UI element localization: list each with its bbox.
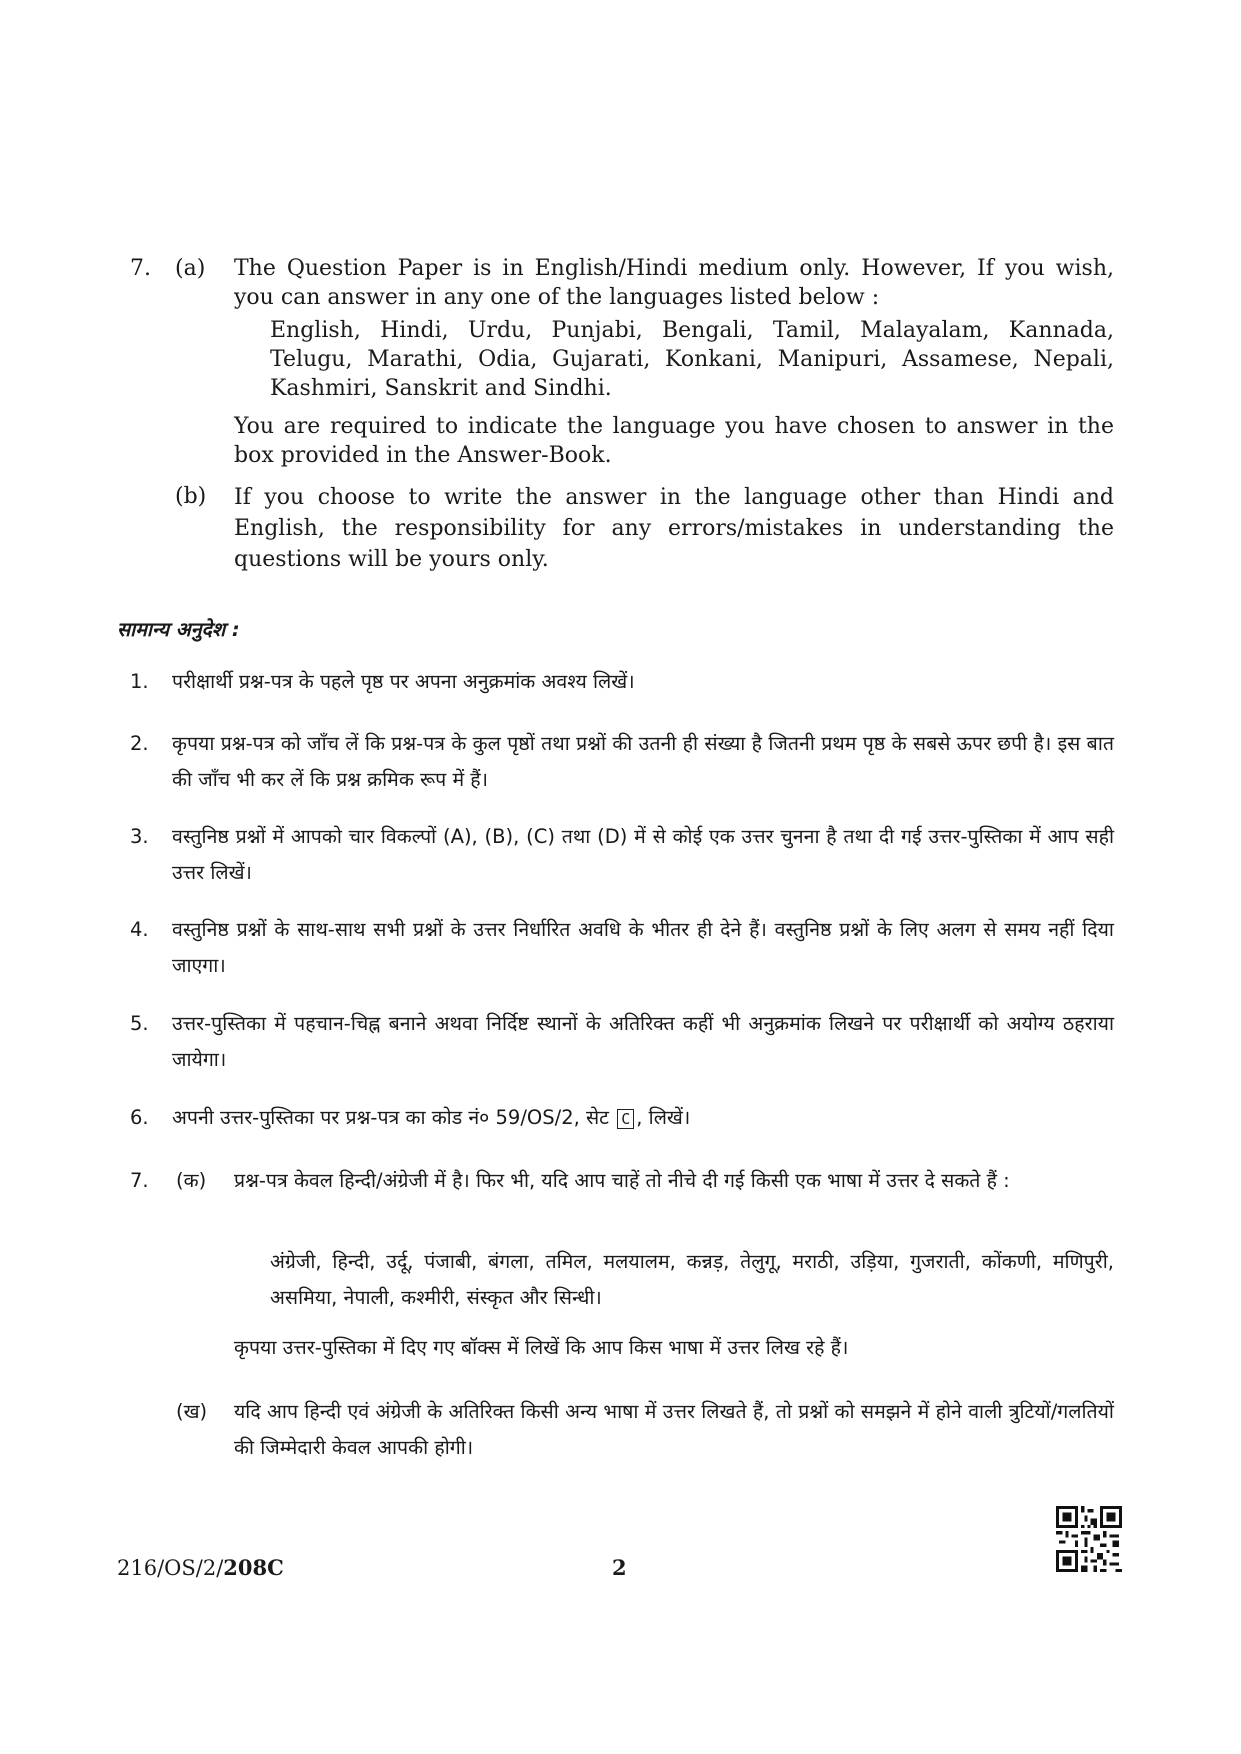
hindi-item-7-ka-label: (क) bbox=[176, 1169, 207, 1192]
hindi-item-7-number: 7. bbox=[130, 1169, 149, 1192]
paper-code-bold: 208C bbox=[223, 1555, 284, 1580]
hindi-item-3-text: वस्तुनिष्ठ प्रश्नों में आपको चार विकल्पों (A), (B), (C) तथा (D) में से कोई एक उत्तर चुनना है तथा दी गई उत्तर-पुस्तिका में आप सही उत्तर लिखें। bbox=[172, 825, 1114, 884]
hindi-item-6-before: अपनी उत्तर-पुस्तिका पर प्रश्न-पत्र का कोड नं० 59/OS/2, सेट bbox=[172, 1106, 610, 1129]
q7-number: 7. bbox=[130, 256, 151, 281]
hindi-heading: सामान्य अनुदेश : bbox=[117, 618, 240, 641]
hindi-item-4-number: 4. bbox=[130, 918, 149, 941]
hindi-item-7-note: कृपया उत्तर-पुस्तिका में दिए गए बॉक्स में लिखें कि आप किस भाषा में उत्तर लिख रहे हैं। bbox=[234, 1336, 849, 1359]
hindi-item-2-number: 2. bbox=[130, 732, 149, 755]
hindi-item-7-kha-text: यदि आप हिन्दी एवं अंग्रेजी के अतिरिक्त किसी अन्य भाषा में उत्तर लिखते हैं, तो प्रश्नों को समझने में होने वाली त्रुटियों/गलतियों की जिम्मेदारी केवल आपकी होगी। bbox=[234, 1400, 1114, 1459]
hindi-item-6-text bbox=[172, 1100, 1114, 1136]
paper-code bbox=[117, 1555, 284, 1580]
set-code-box: C bbox=[617, 1109, 634, 1129]
hindi-item-7-kha-label: (ख) bbox=[176, 1400, 208, 1423]
hindi-item-6-number: 6. bbox=[130, 1106, 149, 1129]
q7a-text: The Question Paper is in English/Hindi medium only. However, If you wish, you can answer in any one of the languages listed below : bbox=[234, 256, 1114, 310]
q7b-label: (b) bbox=[175, 484, 207, 509]
hindi-item-1-number: 1. bbox=[130, 670, 149, 693]
hindi-item-3-number: 3. bbox=[130, 825, 149, 848]
q7a-label: (a) bbox=[175, 256, 206, 281]
q7b-text: If you choose to write the answer in the language other than Hindi and English, the responsibility for any errors/mistakes in understanding the questions will be yours only. bbox=[234, 485, 1114, 572]
hindi-item-4-text: वस्तुनिष्ठ प्रश्नों के साथ-साथ सभी प्रश्नों के उत्तर निर्धारित अवधि के भीतर ही देने हैं। वस्तुनिष्ठ प्रश्नों के लिए अलग से समय नहीं दिया जाएगा। bbox=[172, 918, 1114, 977]
page-number: 2 bbox=[612, 1555, 627, 1580]
q7a-languages: English, Hindi, Urdu, Punjabi, Bengali, Tamil, Malayalam, Kannada, Telugu, Marathi, Odia, Gujarati, Konkani, Manipuri, Assamese, Nepali, Kashmiri, Sanskrit and Sindhi. bbox=[270, 318, 1114, 401]
qr-code-icon bbox=[1056, 1506, 1122, 1572]
q7a-note: You are required to indicate the language you have chosen to answer in the box provided in the Answer-Book. bbox=[234, 414, 1114, 468]
hindi-item-2-text: कृपया प्रश्न-पत्र को जाँच लें कि प्रश्न-पत्र के कुल पृष्ठों तथा प्रश्नों की उतनी ही संख्या है जितनी प्रथम पृष्ठ के सबसे ऊपर छपी है। इस बात की जाँच भी कर लें कि प्रश्न क्रमिक रूप में हैं। bbox=[172, 732, 1114, 791]
hindi-item-1-text: परीक्षार्थी प्रश्न-पत्र के पहले पृष्ठ पर अपना अनुक्रमांक अवश्य लिखें। bbox=[172, 670, 635, 693]
hindi-item-6-after: , लिखें। bbox=[636, 1106, 691, 1129]
hindi-item-5-text: उत्तर-पुस्तिका में पहचान-चिह्न बनाने अथवा निर्दिष्ट स्थानों के अतिरिक्त कहीं भी अनुक्रमांक लिखने पर परीक्षार्थी को अयोग्य ठहराया जायेगा। bbox=[172, 1012, 1114, 1071]
paper-code-prefix: 216/OS/2/ bbox=[117, 1556, 224, 1580]
hindi-item-7-ka-text: प्रश्न-पत्र केवल हिन्दी/अंग्रेजी में है। फिर भी, यदि आप चाहें तो नीचे दी गई किसी एक भाषा में उत्तर दे सकते हैं : bbox=[234, 1169, 1010, 1192]
hindi-item-5-number: 5. bbox=[130, 1012, 149, 1035]
hindi-item-7-languages: अंग्रेजी, हिन्दी, उर्दू, पंजाबी, बंगला, तमिल, मलयालम, कन्नड़, तेलुगू, मराठी, उड़िया, गुजराती, कोंकणी, मणिपुरी, असमिया, नेपाली, कश्मीरी, संस्कृत और सिन्धी। bbox=[270, 1250, 1114, 1309]
